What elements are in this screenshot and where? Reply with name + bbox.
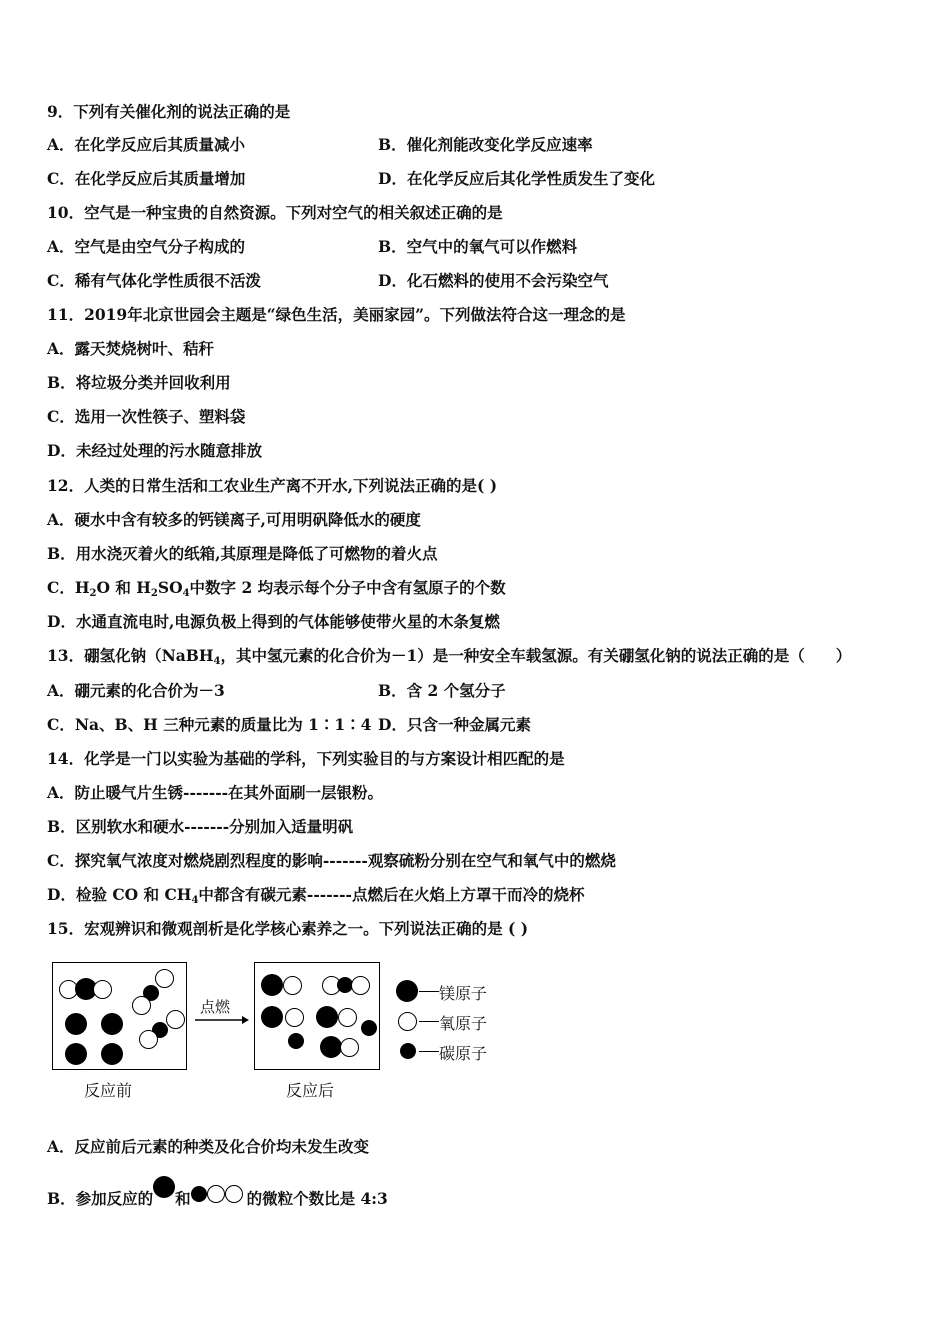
q12-option-a[interactable]: A．硬水中含有较多的钙镁离子,可用明矾降低水的硬度	[47, 510, 421, 529]
q9-option-a[interactable]: A．在化学反应后其质量减小	[47, 135, 246, 154]
magnesium-atom	[65, 1013, 87, 1035]
q12-c-text-4: 中数字 2 均表示每个分子中含有氢原子的个数	[189, 578, 506, 597]
q14-d-text-2: 中都含有碳元素-------点燃后在火焰上方罩干而冷的烧杯	[198, 885, 585, 904]
q15-b-text-1: B．参加反应的	[47, 1189, 154, 1208]
q14-stem: 14．化学是一门以实验为基础的学科，下列实验目的与方案设计相匹配的是	[47, 749, 565, 768]
q15-option-a[interactable]: A．反应前后元素的种类及化合价均未发生改变	[47, 1137, 370, 1156]
oxygen-atom-icon	[225, 1185, 243, 1203]
q14-d-sub: 4	[191, 895, 199, 906]
q9-stem: 9．下列有关催化剂的说法正确的是	[47, 102, 291, 121]
q14-option-a[interactable]: A．防止暖气片生锈-------在其外面刷一层银粉。	[47, 783, 384, 802]
q14-option-b[interactable]: B．区别软水和硬水-------分别加入适量明矾	[47, 817, 354, 836]
q9-option-b[interactable]: B．催化剂能改变化学反应速率	[378, 135, 593, 154]
q15-option-b[interactable]	[47, 1172, 388, 1220]
oxygen-atom	[155, 969, 174, 988]
q12-c-text-3: SO	[157, 578, 183, 597]
oxygen-atom	[166, 1010, 185, 1029]
q11-option-c[interactable]: C．选用一次性筷子、塑料袋	[47, 407, 246, 426]
oxygen-atom	[338, 1008, 357, 1027]
legend-oxygen-icon	[398, 1012, 417, 1031]
q10-option-d[interactable]: D．化石燃料的使用不会污染空气	[378, 271, 609, 290]
q12-c-text-1: C．H	[47, 578, 90, 597]
q13-option-d[interactable]: D．只含一种金属元素	[378, 715, 531, 734]
q10-option-a[interactable]: A．空气是由空气分子构成的	[47, 237, 246, 256]
magnesium-atom	[65, 1043, 87, 1065]
q11-stem: 11．2019年北京世园会主题是“绿色生活，美丽家园”。下列做法符合这一理念的是	[47, 305, 626, 324]
q12-c-sub-3: 4	[182, 588, 190, 599]
legend-line	[419, 1051, 439, 1052]
magnesium-atom	[316, 1006, 338, 1028]
q13-stem-text-2: ，其中氢元素的化合价为－1）是一种安全车载氢源。有关硼氢化钠的说法正确的是（ ）	[220, 646, 852, 665]
magnesium-atom	[261, 974, 283, 996]
reaction-diagram	[50, 958, 510, 1108]
oxygen-atom	[285, 1008, 304, 1027]
legend-magnesium-label: 镁原子	[439, 984, 488, 1003]
q13-stem	[47, 646, 851, 666]
q11-option-a[interactable]: A．露天焚烧树叶、秸秆	[47, 339, 215, 358]
q13-stem-text-1: 13．硼氢化钠（NaBH	[47, 646, 214, 665]
q13-stem-sub: 4	[213, 656, 221, 667]
carbon-atom	[361, 1020, 377, 1036]
arrow-label: 点燃	[200, 998, 231, 1016]
q10-option-b[interactable]: B．空气中的氧气可以作燃料	[378, 237, 578, 256]
q14-d-text-1: D．检验 CO 和 CH	[47, 885, 192, 904]
oxygen-atom-icon	[207, 1185, 225, 1203]
oxygen-atom	[139, 1030, 158, 1049]
q9-option-c[interactable]: C．在化学反应后其质量增加	[47, 169, 246, 188]
magnesium-atom	[101, 1013, 123, 1035]
q10-option-c[interactable]: C．稀有气体化学性质很不活泼	[47, 271, 261, 290]
q12-option-c[interactable]	[47, 578, 506, 598]
before-box	[52, 962, 187, 1070]
legend-carbon-label: 碳原子	[439, 1044, 488, 1063]
before-label: 反应前	[84, 1081, 133, 1100]
q12-stem: 12．人类的日常生活和工农业生产离不开水,下列说法正确的是( )	[47, 476, 498, 495]
q12-c-sub-2: 2	[150, 588, 158, 599]
q11-option-d[interactable]: D．未经过处理的污水随意排放	[47, 441, 262, 460]
magnesium-atom-icon	[153, 1176, 175, 1198]
q14-option-d[interactable]	[47, 885, 584, 905]
legend-magnesium-icon	[396, 980, 418, 1002]
q12-c-sub-1: 2	[89, 588, 97, 599]
carbon-atom	[288, 1033, 304, 1049]
o2-molecule-icon	[191, 1172, 243, 1214]
q13-option-c[interactable]: C．Na、B、H 三种元素的质量比为 1∶1∶4	[47, 715, 372, 734]
oxygen-atom	[132, 996, 151, 1015]
q12-c-text-2: O 和 H	[96, 578, 151, 597]
q9-option-d[interactable]: D．在化学反应后其化学性质发生了变化	[378, 169, 655, 188]
magnesium-atom	[320, 1036, 342, 1058]
magnesium-atom	[101, 1043, 123, 1065]
oxygen-atom	[283, 976, 302, 995]
after-label: 反应后	[286, 1081, 335, 1100]
oxygen-atom	[340, 1038, 359, 1057]
q13-option-b[interactable]: B．含 2 个氢分子	[378, 681, 506, 700]
q15-b-text-2: 和	[175, 1189, 191, 1208]
reaction-arrow-icon	[194, 1014, 250, 1026]
magnesium-atom	[261, 1006, 283, 1028]
q15-stem: 15．宏观辨识和微观剖析是化学核心素养之一。下列说法正确的是 ( )	[47, 919, 529, 938]
q14-option-c[interactable]: C．探究氧气浓度对燃烧剧烈程度的影响-------观察硫粉分别在空气和氧气中的燃烧	[47, 851, 616, 870]
oxygen-atom	[93, 980, 112, 999]
q13-option-a[interactable]: A．硼元素的化合价为－3	[47, 681, 225, 700]
legend-line	[419, 1021, 439, 1022]
legend-oxygen-label: 氧原子	[439, 1014, 488, 1033]
q12-option-b[interactable]: B．用水浇灭着火的纸箱,其原理是降低了可燃物的着火点	[47, 544, 438, 563]
q10-stem: 10．空气是一种宝贵的自然资源。下列对空气的相关叙述正确的是	[47, 203, 503, 222]
legend-carbon-icon	[400, 1043, 416, 1059]
carbon-atom-icon	[191, 1186, 207, 1202]
q11-option-b[interactable]: B．将垃圾分类并回收利用	[47, 373, 231, 392]
q15-b-text-3: 的微粒个数比是 4:3	[246, 1189, 388, 1208]
legend-line	[419, 991, 439, 992]
oxygen-atom	[351, 976, 370, 995]
q12-option-d[interactable]: D．水通直流电时,电源负极上得到的气体能够使带火星的木条复燃	[47, 612, 500, 631]
after-box	[254, 962, 380, 1070]
